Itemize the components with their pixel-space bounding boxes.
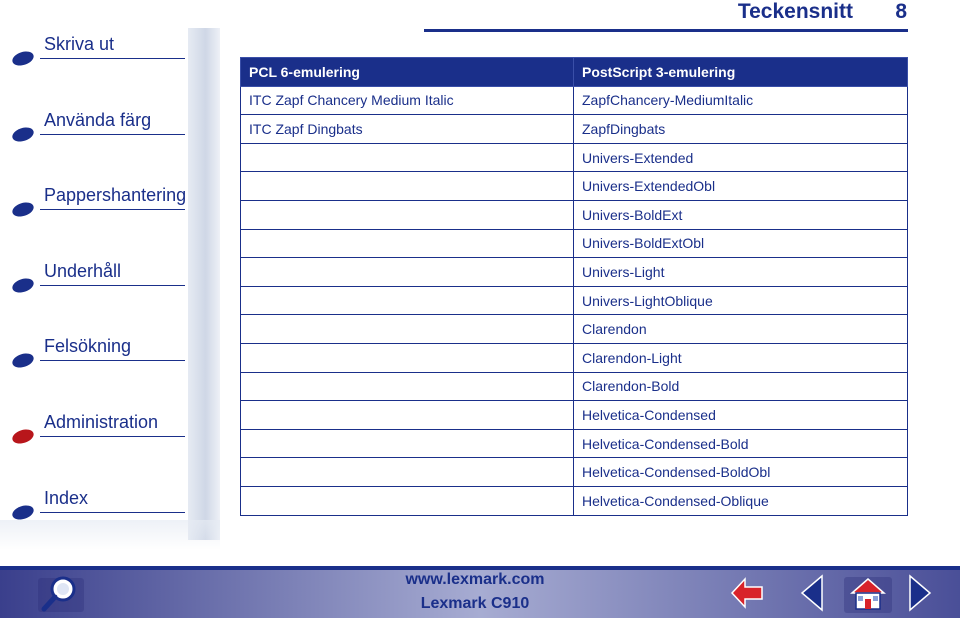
table-row [241,429,908,458]
sidebar-item-label: Skriva ut [44,34,115,54]
column-header-pcl: PCL 6-emulering [241,58,574,87]
table-cell [241,143,574,172]
bullet-icon [11,49,36,68]
table-cell: Helvetica-Condensed-BoldObl [574,458,908,487]
font-table [240,57,908,516]
footer-model-text: Lexmark C910 [420,595,530,612]
table-cell: Univers-Light [574,258,908,287]
divider [40,285,185,286]
table-cell: Clarendon-Bold [574,372,908,401]
table-cell [241,401,574,430]
table-row [241,286,908,315]
table-cell [241,429,574,458]
divider [40,134,185,135]
table-cell: Clarendon [574,315,908,344]
sidebar-item-label: Felsökning [44,336,132,356]
divider [40,360,185,361]
table-row [241,458,908,487]
table-cell [241,172,574,201]
table-row [241,229,908,258]
table-row [241,258,908,287]
prev-page-icon[interactable] [800,574,824,612]
table-cell: Univers-BoldExtObl [574,229,908,258]
table-row [241,115,908,144]
table-cell [241,458,574,487]
bullet-icon [11,503,36,522]
table-cell [241,486,574,515]
table-cell [241,200,574,229]
bullet-icon [11,200,36,219]
bullet-icon-active [11,427,36,446]
table-cell: Univers-LightOblique [574,286,908,315]
sidebar-item-underhall[interactable] [10,259,185,299]
table-row [241,200,908,229]
page-title: Teckensnitt [737,0,853,23]
table-cell: Univers-Extended [574,143,908,172]
next-page-icon[interactable] [908,574,932,612]
sidebar-item-label: Använda färg [44,110,152,130]
sidebar-shade [188,28,220,540]
table-cell: Helvetica-Condensed-Oblique [574,486,908,515]
table-cell: ZapfChancery-MediumItalic [574,86,908,115]
table-cell: ITC Zapf Chancery Medium Italic [241,86,574,115]
column-header-postscript: PostScript 3-emulering [574,58,908,87]
table-row [241,401,908,430]
sidebar-item-felsokning[interactable] [10,334,185,374]
table-cell: Univers-ExtendedObl [574,172,908,201]
table-cell [241,286,574,315]
divider [40,209,185,210]
bullet-icon [11,276,36,295]
table-cell: Univers-BoldExt [574,200,908,229]
table-row [241,86,908,115]
table-row [241,172,908,201]
table-cell: Helvetica-Condensed [574,401,908,430]
bullet-icon [11,351,36,370]
table-header-row [241,58,908,87]
table-row [241,143,908,172]
sidebar-item-label: Underhåll [44,261,122,281]
page-number: 8 [895,0,907,23]
table-cell: ITC Zapf Dingbats [241,115,574,144]
table-cell [241,258,574,287]
sidebar-item-label: Administration [44,412,159,432]
table-cell: Helvetica-Condensed-Bold [574,429,908,458]
table-row [241,486,908,515]
bullet-icon [11,125,36,144]
search-icon[interactable] [36,572,86,614]
table-row [241,372,908,401]
header-divider [424,29,908,32]
sidebar-item-anvanda-farg[interactable] [10,108,185,148]
back-arrow-icon[interactable] [730,576,764,610]
table-row [241,343,908,372]
sidebar-item-administration[interactable] [10,410,185,450]
sidebar-item-skriva-ut[interactable] [10,32,185,72]
divider [40,436,185,437]
sidebar-item-index[interactable] [10,486,185,526]
table-cell: ZapfDingbats [574,115,908,144]
divider [40,512,185,513]
sidebar-item-pappershantering[interactable] [10,183,185,223]
table-cell [241,343,574,372]
home-icon[interactable] [842,573,894,615]
sidebar-item-label: Index [44,488,89,508]
table-cell [241,372,574,401]
table-cell [241,229,574,258]
footer-url-text[interactable]: www.lexmark.com [405,571,545,588]
divider [40,58,185,59]
table-row [241,315,908,344]
table-cell: Clarendon-Light [574,343,908,372]
sidebar-item-label: Pappershantering [44,185,187,205]
table-cell [241,315,574,344]
